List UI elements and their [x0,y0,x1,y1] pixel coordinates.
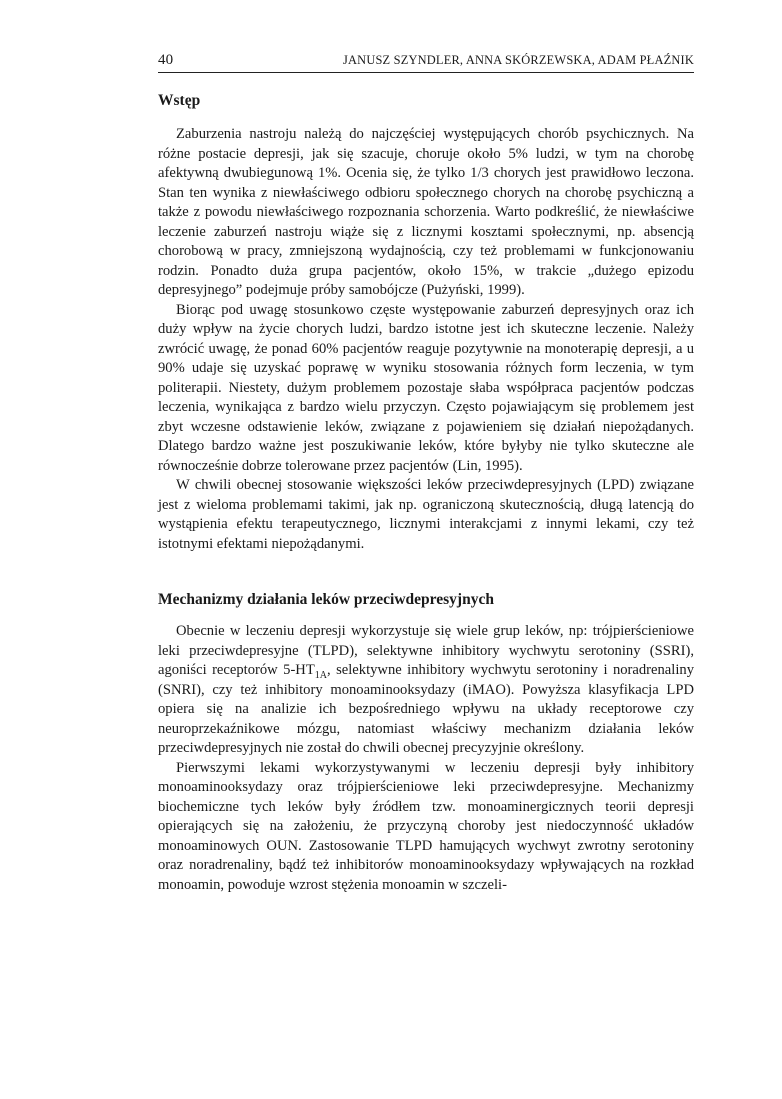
paragraph: W chwili obecnej stosowanie większości leków przeciwdepresyjnych (LPD) związane jest z wieloma problemami takimi, jak np. ograniczoną skutecznością, długą latencją do wystąpienia efektu terapeutycznego, licznymi interakcjami z innymi lekami, czy też istotnymi efektami niepożądanymi. [158,477,694,552]
paragraph: Pierwszymi lekami wykorzystywanymi w leczeniu depresji były inhibitory monoaminooksydazy oraz trójpierścieniowe leki przeciwdepresyjne. Mechanizmy biochemiczne tych leków były źródłem tzw. monoaminergicznych teorii depresji opierających się na założeniu, że przyczyną choroby jest niedoczynność układów monoaminowych OUN. Zastosowanie TLPD hamujących wychwyt zwrotny serotoniny oraz noradrenaliny, bądź też inhibitorów monoaminooksydazy wpływających na rozkład monoamin, powoduje wzrost stężenia monoamin w szczeli- [158,759,694,893]
section-mechanisms [158,622,694,895]
running-header-authors: JANUSZ SZYNDLER, ANNA SKÓRZEWSKA, ADAM PŁAŹNIK [343,53,694,67]
paragraph-text: , selektywne inhibitory wychwytu serotoniny i noradrenaliny (SNRI), czy też inhibitory monoaminooksydazy (iMAO). Powyższa klasyfikacja LPD opiera się na analizie ich bezpośredniego wpływu na układy receptorowe czy neuroprzekaźnikowe mózgu, natomiast właściwy mechanizm działania leków przeciwdepresyjnych nie został do chwili obecnej precyzyjnie określony. [158,662,694,756]
running-header [158,52,694,73]
paragraph [158,622,694,759]
paragraph: Biorąc pod uwagę stosunkowo częste występowanie zaburzeń depresyjnych oraz ich duży wpływ na życie chorych ludzi, bardzo istotne jest ich skuteczne leczenie. Należy zwrócić uwagę, że ponad 60% pacjentów reaguje pozytywnie na monoterapię depresji, a u 90% udaje się uzyskać poprawę w wyniku stosowania różnych form leczenia, w tym politerapii. Niestety, dużym problemem pozostaje słaba współpraca pacjentów podczas leczenia, wynikająca z bardzo wielu przyczyn. Często pojawiającym się problemem jest zbyt wczesne odstawienie leków, związane z pojawieniem się działań niepożądanych. Dlatego bardzo ważne jest poszukiwanie leków, które byłyby nie tylko skuteczne ale równocześnie dobrze tolerowane przez pacjentów (Lin, 1995). [158,301,694,474]
subscript: 1A [314,669,327,681]
page-number: 40 [158,52,174,68]
section-heading-introduction: Wstęp [158,92,201,109]
section-introduction [158,125,694,554]
section-heading-mechanisms: Mechanizmy działania leków przeciwdepresyjnych [158,591,494,608]
paragraph-text: Obecnie w leczeniu depresji wykorzystuje się wiele grup leków, np: trójpierścieniowe leki przeciwdepresyjne (TLPD), selektywne inhibitory wychwytu serotoniny (SSRI), agoniści receptorów 5-HT [158,623,694,678]
paragraph: Zaburzenia nastroju należą do najczęściej występujących chorób psychicznych. Na różne postacie depresji, jak się szacuje, choruje około 5% ludzi, w tym na chorobę afektywną dwubiegunową 1%. Ocenia się, że tylko 1/3 chorych jest prawidłowo leczona. Stan ten wynika z niewłaściwego odbioru społecznego chorych na chorobę psychiczną a także z powodu niewłaściwego rozpoznania schorzenia. Warto podkreślić, że niewłaściwe leczenie zaburzeń nastroju wiąże się z licznymi kosztami społecznymi, np. absencją chorobową w pracy, zmniejszoną wydajnością, czy też problemami w funkcjonowaniu rodzin. Ponadto duża grupa pacjentów, około 15%, w trakcie „dużego epizodu depresyjnego” podejmuje próby samobójcze (Pużyński, 1999). [158,126,694,298]
page [158,52,694,895]
